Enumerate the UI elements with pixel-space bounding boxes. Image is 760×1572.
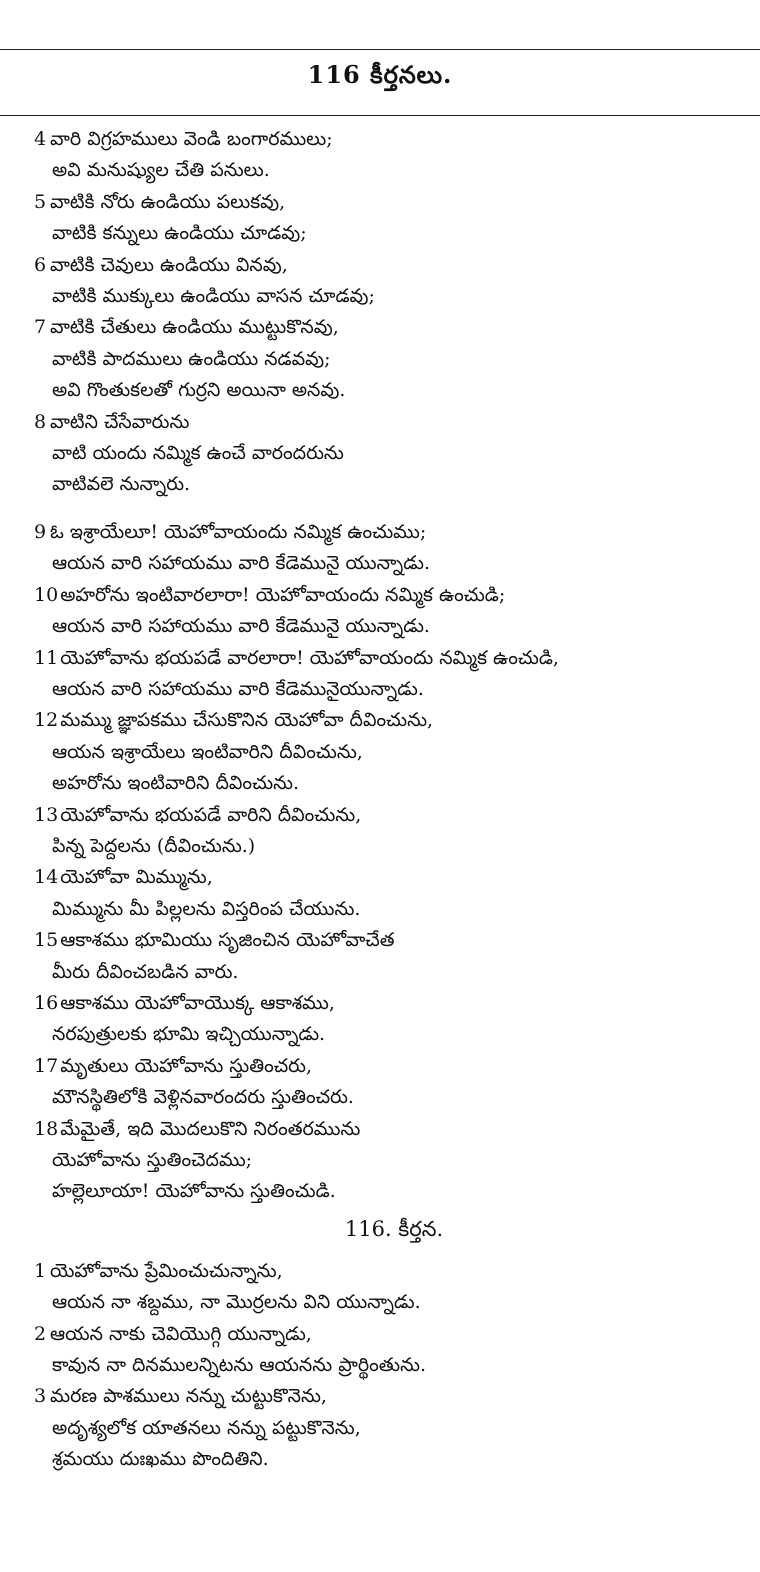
verse-text: వారి విగ్రహములు వెండి బంగారములు; [50, 128, 333, 150]
page-body [34, 124, 754, 1476]
verse-continuation-line [34, 1444, 754, 1475]
verse-text: మరణ పాశములు నన్ను చుట్టుకొనెను, [50, 1385, 327, 1408]
verse-text: మీరు దీవించబడిన వారు. [52, 960, 239, 983]
verse-number: 6 [34, 253, 47, 276]
verse-text: ఆయన వారి సహాయము వారి కేడెమునై యున్నాడు. [52, 615, 430, 638]
verse-text: పిన్న పెద్దలను (దీవించును.) [52, 834, 256, 857]
verse-continuation-line [34, 1287, 754, 1318]
stanza-gap [34, 501, 754, 517]
verse-text: ఆయన నాకు చెవియొగ్గి యున్నాడు, [50, 1322, 312, 1345]
verse-first-line [34, 1114, 754, 1145]
verse-number: 15 [34, 929, 59, 952]
verse-continuation-line [34, 438, 754, 469]
verse-first-line [34, 517, 754, 548]
verse-continuation-line [34, 281, 754, 312]
verse-first-line [34, 250, 754, 281]
verse-number: 11 [34, 646, 59, 669]
verse-text: వాటికి పాదములు ఉండియు నడవవు; [52, 347, 331, 370]
verse-first-line [34, 1319, 754, 1350]
verse-number: 2 [34, 1322, 47, 1345]
verse-continuation-line [34, 155, 754, 186]
verse [34, 800, 754, 863]
verse-continuation-line [34, 1176, 754, 1207]
verse [34, 1051, 754, 1114]
verse-text: మృతులు యెహోవాను స్తుతించరు, [60, 1054, 313, 1077]
verse-text: మౌనస్థితిలోకి వెళ్లినవారందరు స్తుతించరు. [52, 1086, 354, 1109]
verse-text: మమ్ము జ్ఞాపకము చేసుకొనిన యెహోవా దీవించును, [60, 709, 434, 732]
verse-continuation-line [34, 611, 754, 642]
verse-text: మేమైతే, ఇది మొదలుకొని నిరంతరమును [60, 1117, 361, 1140]
verse [34, 925, 754, 988]
verse-text: యెహోవాను ప్రేమించుచున్నాను, [50, 1259, 283, 1282]
verse-text: వాటి యందు నమ్మిక ఉంచే వారందరును [52, 442, 344, 465]
verse-text: హల్లెలూయా! యెహోవాను స్తుతించుడి. [52, 1180, 336, 1203]
verse-first-line [34, 312, 754, 343]
verse-continuation-line [34, 957, 754, 988]
verse-continuation-line [34, 375, 754, 406]
verse-first-line [34, 1051, 754, 1082]
section-title-psalm-116: 116. కీర్తన. [344, 1216, 444, 1241]
verse-first-line [34, 925, 754, 956]
verse-continuation-line [34, 218, 754, 249]
verse [34, 705, 754, 799]
verse-text: వాటికి ముక్కులు ఉండియు వాసన చూడవు; [52, 285, 375, 308]
verse-text: కావున నా దినములన్నిటను ఆయనను ప్రార్థింతును. [52, 1354, 427, 1377]
verse-text: ఆయన వారి సహాయము వారి కేడెమునైయున్నాడు. [52, 677, 424, 700]
header-rule-top [0, 49, 760, 50]
verse-continuation-line [34, 737, 754, 768]
verse-text: వాటివలె నున్నారు. [52, 473, 191, 496]
verse-text: ఆయన ఇశ్రాయేలు ఇంటివారిని దీవించును, [52, 740, 363, 763]
verse-number: 17 [34, 1054, 59, 1077]
verse [34, 187, 754, 250]
verse-text: వాటిని చేసేవారును [50, 410, 190, 433]
verse-text: శ్రమయు దుఃఖము పొందితిని. [52, 1448, 269, 1471]
verse-text: యెహోవాను స్తుతించెదము; [52, 1149, 253, 1171]
verse-text: వాటికి నోరు ఉండియు పలుకవు, [50, 190, 286, 213]
verse-text: యెహోవా మిమ్మును, [60, 866, 213, 889]
verse-text: వాటికి చేతులు ఉండియు ముట్టుకొనవు, [50, 316, 339, 339]
verse-first-line [34, 862, 754, 893]
verse-first-line [34, 124, 754, 155]
verse-continuation-line [34, 1145, 754, 1176]
verse-text: యెహోవాను భయపడే వారలారా! యెహోవాయందు నమ్మిక ఉంచుడి, [60, 646, 559, 669]
verse-number: 5 [34, 190, 47, 213]
verse-continuation-line [34, 674, 754, 705]
verse-continuation-line [34, 1082, 754, 1113]
verse [34, 580, 754, 643]
verse-number: 18 [34, 1117, 59, 1140]
verse-text: నరపుత్రులకు భూమి ఇచ్చియున్నాడు. [52, 1023, 326, 1046]
verse-first-line [34, 988, 754, 1019]
verse-text: ఆకాశము యెహోవాయొక్క ఆకాశము, [60, 991, 335, 1014]
verse [34, 1319, 754, 1382]
verse-text: అహరోను ఇంటివారలారా! యెహోవాయందు నమ్మిక ఉంచుడి; [60, 583, 506, 606]
verse-number: 1 [34, 1259, 47, 1282]
verse-text: ఆకాశము భూమియు సృజించిన యెహోవాచేత [60, 929, 395, 952]
verse-number: 8 [34, 410, 47, 433]
verse-text: అదృశ్యలోక యాతనలు నన్ను పట్టుకొనెను, [52, 1416, 361, 1439]
verse-text: అహరోను ఇంటివారిని దీవించును. [52, 772, 300, 795]
verse [34, 407, 754, 501]
verse-first-line [34, 1256, 754, 1287]
verse-continuation-line [34, 894, 754, 925]
verse-number: 13 [34, 803, 59, 826]
verse-block-psalm-116 [34, 1256, 754, 1476]
verse-first-line [34, 800, 754, 831]
verse-number: 7 [34, 316, 47, 339]
verse-continuation-line [34, 768, 754, 799]
verse-text: అవి మనుష్యుల చేతి పనులు. [52, 159, 270, 182]
verse-text: వాటికి చెవులు ఉండియు వినవు, [50, 253, 288, 276]
verse-text: ఆయన వారి సహాయము వారి కేడెమునై యున్నాడు. [52, 552, 430, 575]
verse-continuation-line [34, 469, 754, 500]
verse-first-line [34, 580, 754, 611]
verse-first-line [34, 705, 754, 736]
verse-continuation-line [34, 831, 754, 862]
verse [34, 1114, 754, 1208]
verse-continuation-line [34, 1350, 754, 1381]
verse-number: 12 [34, 709, 59, 732]
verse [34, 1256, 754, 1319]
verse-text: ఆయన నా శబ్దము, నా మొర్రలను విని యున్నాడు. [52, 1291, 421, 1314]
verse [34, 862, 754, 925]
verse-block-psalm-115-part-1 [34, 124, 754, 501]
verse [34, 517, 754, 580]
verse [34, 312, 754, 406]
verse-first-line [34, 1381, 754, 1412]
page-header-title: 116 కీర్తనలు. [307, 60, 453, 89]
verse-block-psalm-115-part-2 [34, 517, 754, 1208]
verse [34, 250, 754, 313]
verse-number: 3 [34, 1385, 47, 1408]
verse-continuation-line [34, 344, 754, 375]
verse-first-line [34, 643, 754, 674]
verse-number: 10 [34, 583, 59, 606]
verse-text: యెహోవాను భయపడే వారిని దీవించును, [60, 803, 362, 826]
verse-text: అవి గొంతుకలతో గుర్రని అయినా అనవు. [52, 379, 346, 402]
verse-number: 16 [34, 991, 59, 1014]
verse-text: ఓ ఇశ్రాయేలూ! యెహోవాయందు నమ్మిక ఉంచుము; [50, 520, 427, 543]
verse [34, 988, 754, 1051]
verse-number: 9 [34, 520, 47, 543]
verse-continuation-line [34, 1413, 754, 1444]
verse-continuation-line [34, 548, 754, 579]
verse [34, 643, 754, 706]
header-rule-bottom [0, 115, 760, 116]
verse-continuation-line [34, 1019, 754, 1050]
verse-first-line [34, 187, 754, 218]
verse [34, 1381, 754, 1475]
verse-text: మిమ్మును మీ పిల్లలను విస్తరింప చేయును. [52, 897, 361, 920]
verse-text: వాటికి కన్నులు ఉండియు చూడవు; [52, 222, 307, 245]
verse-first-line [34, 407, 754, 438]
verse-number: 14 [34, 866, 59, 889]
verse [34, 124, 754, 187]
verse-number: 4 [34, 128, 47, 150]
